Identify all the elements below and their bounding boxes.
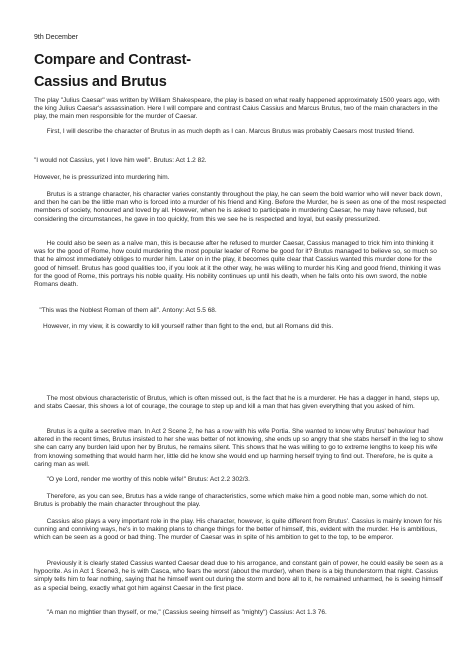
paragraph-cassius-hypocrite: Previously it is clearly stated Cassius wanted Caesar dead due to his arrogance, and constant gain of power, he could easily be seen as a hypocrite. As in Act 1 Scene3, he is with Casca, who fears the worst (about the murder), when there is a big thunderstorm that night. Cassius simply tells him to fear nothing, saying that he himself went out during the storm and bore all to it, he remained unharmed, he is seeing himself as a special being, exactly what got him against Caesar in the first place. <box>34 560 444 592</box>
paragraph-characteristics: Therefore, as you can see, Brutus has a wide range of characteristics, some which make him a good noble man, some which do not. Brutus is probably the main character throughout the play. <box>34 493 428 509</box>
quote-noblest-roman: "This was the Noblest Roman of them all". Antony: Act 5.5 68. <box>34 307 217 314</box>
document-date: 9th December <box>34 34 78 41</box>
title-line-1: Compare and Contrast- <box>34 52 191 68</box>
quote-mightier: "A man no mightier than thyself, or me," (Cassius seeing himself as "mighty") Cassius: Act 1.3 76. <box>34 609 327 616</box>
paragraph-cowardly: However, in my view, it is cowardly to kill yourself rather than fight to the end, but all Romans did this. <box>34 323 334 330</box>
paragraph-pressurized: However, he is pressurized into murdering him. <box>34 174 170 181</box>
paragraph-intro: The play "Julius Caesar" was written by William Shakespeare, the play is based on what really happened approximately 1500 years ago, with the king Julius Caesar's assassination. Here I will compare and contrast Caius Cassius and Marcus Brutus, two of the main characters in the play, the main men responsible for the murder of Caesar. <box>34 97 440 121</box>
quote-brutus-love: "I would not Cassius, yet I love him well". Brutus: Act 1.2 82. <box>34 157 207 164</box>
title-line-2: Cassius and Brutus <box>34 74 167 90</box>
paragraph-strange-character: Brutus is a strange character, his character varies constantly throughout the play, he can seem the bold warrior who will never back down, and then he can be the little man who is forced into a murder of his friend and King. Before the Murder, he is seen as one of the most respected members of society, honoured and loved by all. However, when he is asked to participate in murdering Caesar, he may have refused, but considering the circumstances, he gave in too quickly, from this we see he is respected and loyal, but easily pressurized. <box>34 191 446 223</box>
paragraph-secretive: Brutus is a quite a secretive man. In Act 2 Scene 2, he has a row with his wife Portia. She wanted to know why Brutus' behaviour had altered in the recent times, Brutus insisted to her she was better of not knowing, she ends up so angry that she stabs herself in the leg to show she can carry any burden laid upon her by Brutus, he remains silent. This shows that he was willing to go to extreme lengths to keep his wife from knowing something that would harm her, little did he know she would end up harming herself trying to find out. Therefore, he is quite a caring man as well. <box>34 428 444 468</box>
paragraph-brutus-intro: First, I will describe the character of Brutus in as much depth as I can. Marcus Brutus was probably Caesars most trusted friend. <box>34 128 415 135</box>
paragraph-cassius-role: Cassius also plays a very important role in the play. His character, however, is quite different from Brutus'. Cassius is mainly known for his cunning and conniving ways, he's in to making plans to change things for the better of himself, this, evident with the murder. He is ambitious, which can be seen as a good or bad thing. The murder of Caesar was in spite of his ambition to get to the top, to be emperor. <box>34 518 442 542</box>
quote-noble-wife: "O ye Lord, render me worthy of this noble wife!" Brutus: Act 2.2 302/3. <box>34 476 250 483</box>
paragraph-murderer: The most obvious characteristic of Brutus, which is often missed out, is the fact that he is a murderer. He has a dagger in hand, steps up, and stabs Caesar, this shows a lot of courage, the courage to step up and kill a man that has given everything that you asked of him. <box>34 395 440 411</box>
paragraph-naive-man: He could also be seen as a naïve man, this is because after he refused to murder Caesar, Cassius managed to trick him into thinking it was for the good of Rome, how could murdering the most popular leader of Rome be good for it? Brutus managed to believe so, so much so that he almost immediately obliges to murder him. Later on in the play, it becomes quite clear that Cassius wanted this murder done for the good of himself. Brutus has good qualities too, if you look at it the other way, he was willing to murder his King and good friend, thinking it was for the good of Rome, this portrays his noble quality. His nobility continues up until his death, when he falls onto his own sword, the noble Romans death. <box>34 240 441 289</box>
